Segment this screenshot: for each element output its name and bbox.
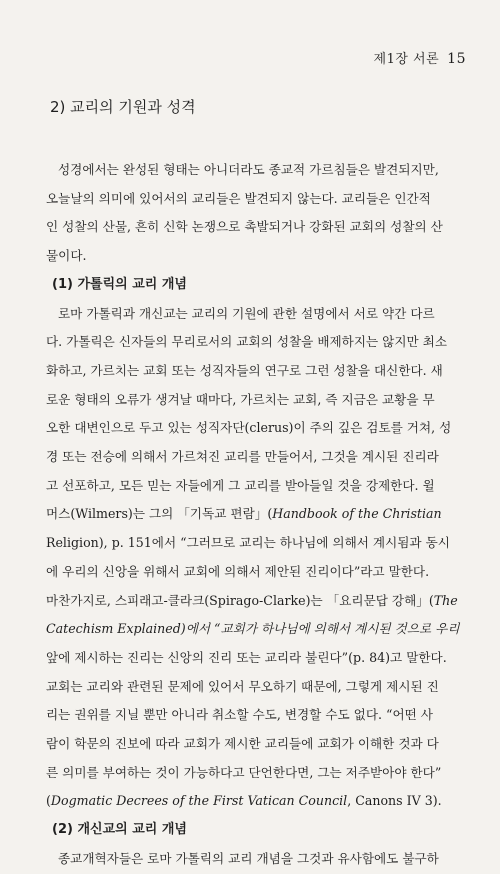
text-line: 앞에 제시하는 진리는 신앙의 진리 또는 교리라 불린다”(p. 84)고 말한다. <box>46 649 447 665</box>
text-line: 머스(Wilmers)는 그의 「기독교 편람」( <box>46 506 273 522</box>
text-line: 른 의미를 부여하는 것이 가능하다고 단언한다면, 그는 저주받아야 한다” <box>46 764 442 780</box>
book-title-italic: Handbook of the Christian <box>272 506 442 522</box>
intro-paragraph <box>46 156 468 271</box>
intro-line: 오늘날의 의미에 있어서의 교리들은 발견되지 않는다. 교리들은 인간적 <box>46 190 431 206</box>
text-line: 로마 가톨릭과 개신교는 교리의 기원에 관한 설명에서 서로 약간 다르 <box>58 305 435 321</box>
text-line: 다. 가톨릭은 신자들의 무리로서의 교회의 성찰을 배제하지는 않지만 최소 <box>46 334 447 350</box>
text-line: 경 또는 전승에 의해서 가르쳐진 교리를 만들어서, 그것을 계시된 진리라 <box>46 449 439 465</box>
text-line: Religion), p. 151에서 “그러므로 교리는 하나님에 의해서 계시됨과 동시 <box>46 535 450 551</box>
text-line: 리는 권위를 지닐 뿐만 아니라 취소할 수도, 변경할 수도 없다. “어떤 사 <box>46 707 433 723</box>
section-title: 2) 교리의 기원과 성격 <box>50 98 196 116</box>
chapter-label: 제1장 서론 <box>373 52 440 67</box>
subheading-catholic: (1) 가톨릭의 교리 개념 <box>52 276 187 292</box>
protestant-paragraph <box>46 845 468 874</box>
text-line: 화하고, 가르치는 교회 또는 성직자들의 연구로 그런 성찰을 대신한다. 새 <box>46 362 443 378</box>
text-line: 고 선포하고, 모든 믿는 자들에게 그 교리를 받아들일 것을 강제한다. 윌 <box>46 477 435 493</box>
text-line: ( <box>46 793 51 809</box>
text-line: 종교개혁자들은 로마 가톨릭의 교리 개념을 그것과 유사함에도 불구하 <box>58 850 439 866</box>
catholic-paragraph <box>46 300 468 587</box>
page-number: 15 <box>447 51 466 67</box>
catholic-paragraph-cont <box>46 587 468 817</box>
running-header <box>374 48 466 67</box>
subheading-protestant: (2) 개신교의 교리 개념 <box>52 822 187 838</box>
text-line: 마찬가지로, 스피래고-클라크(Spirago-Clarke)는 「요리문답 강해」( <box>46 592 434 608</box>
text-line: Catechism Explained)에서 “교회가 하나님에 의해서 계시된 것으로 우리 <box>46 621 460 637</box>
book-title-italic: Dogmatic Decrees of the First Vatican Council <box>50 793 348 809</box>
intro-line: 성경에서는 완성된 형태는 아니더라도 종교적 가르침들은 발견되지만, <box>58 162 439 177</box>
text-line: 오한 대변인으로 두고 있는 성직자단(clerus)이 주의 깊은 검토를 거쳐, 성 <box>46 420 452 436</box>
text-line: 람이 학문의 진보에 따라 교회가 제시한 교리들에 교회가 이해한 것과 다 <box>46 736 439 752</box>
text-line: 교회는 교리와 관련된 문제에 있어서 무오하기 때문에, 그렇게 제시된 진 <box>46 678 439 694</box>
text-line: 로운 형태의 오류가 생겨날 때마다, 가르치는 교회, 즉 지금은 교황을 무 <box>46 391 435 407</box>
body-text <box>46 156 468 874</box>
text-line: , Canons IV 3). <box>347 793 442 809</box>
text-line: 에 우리의 신앙을 위해서 교회에 의해서 제안된 진리이다”라고 말한다. <box>46 563 430 579</box>
book-title-italic: The <box>433 592 458 608</box>
intro-line: 인 성찰의 산물, 흔히 신학 논쟁으로 촉발되거나 강화된 교회의 성찰의 산 <box>46 219 443 235</box>
intro-line: 물이다. <box>46 248 87 264</box>
